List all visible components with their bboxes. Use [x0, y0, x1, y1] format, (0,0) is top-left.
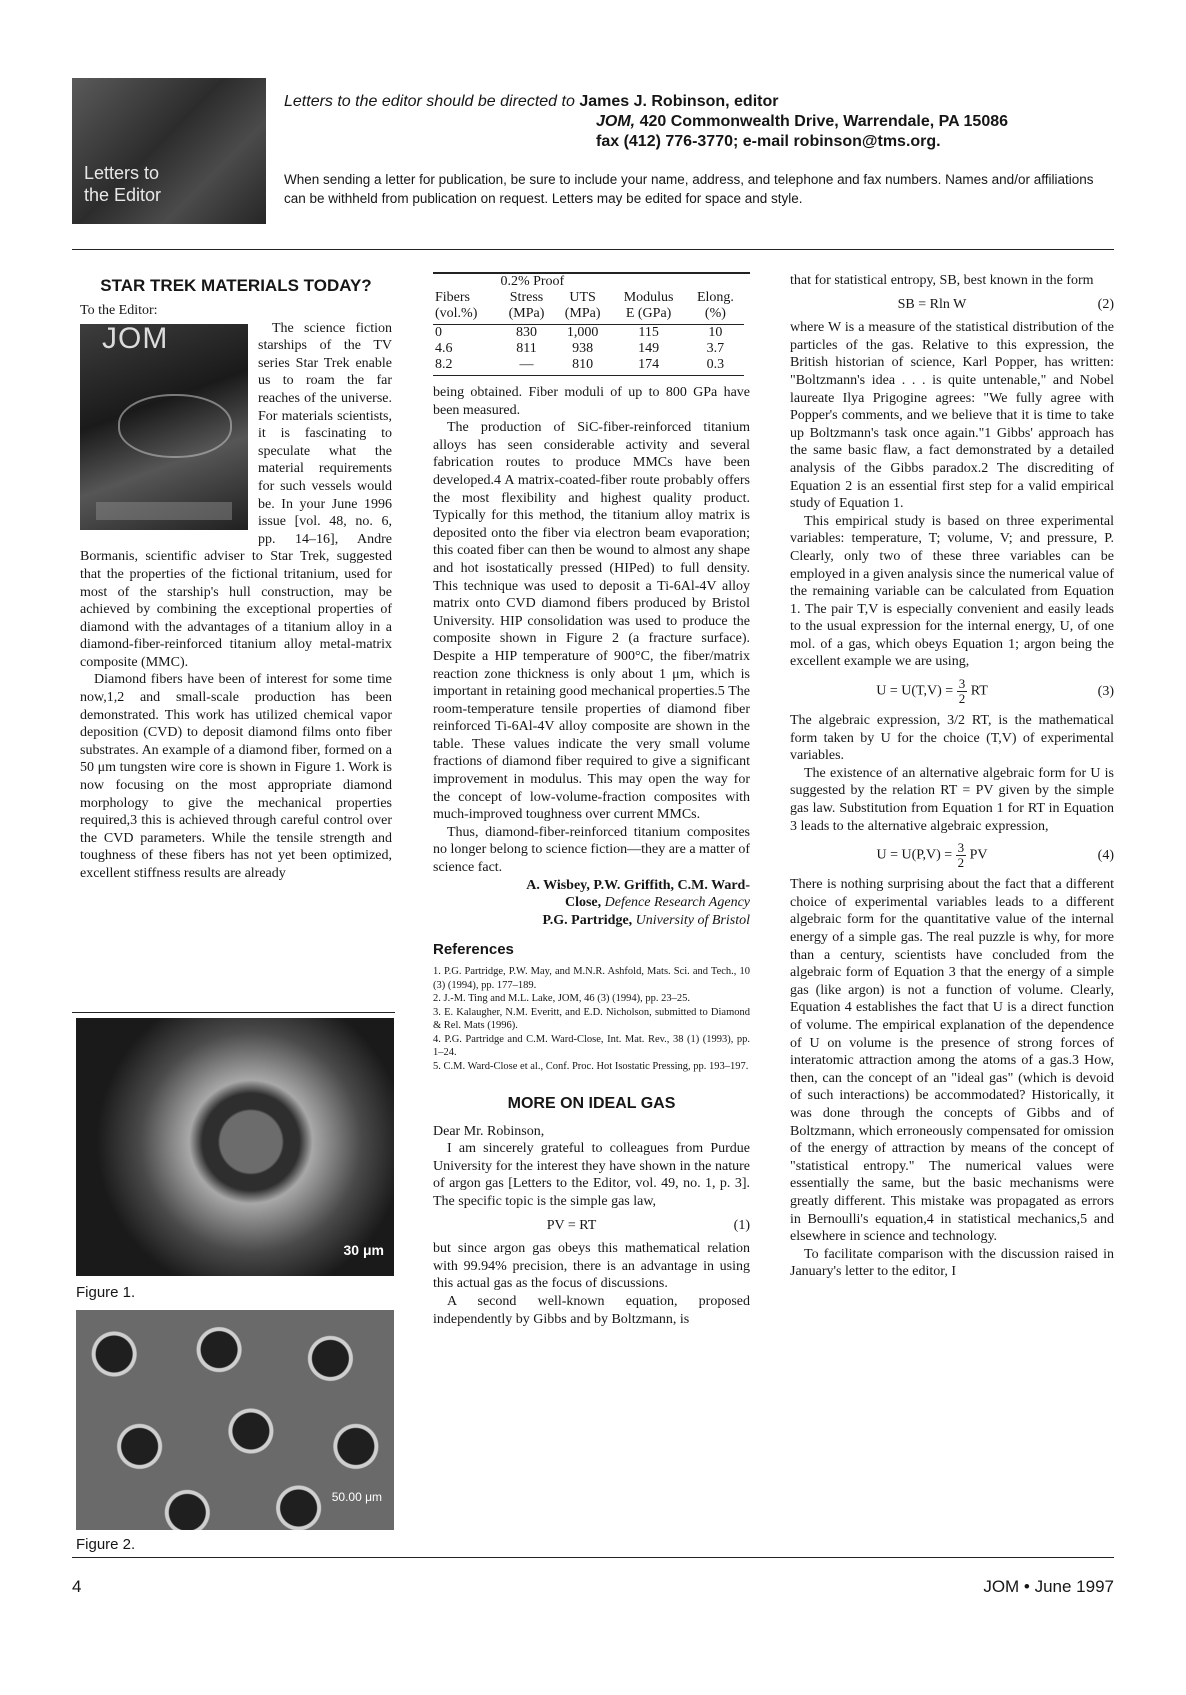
equation-1-expr: PV = RT	[546, 1217, 597, 1233]
properties-table	[433, 272, 750, 376]
jom-cover-image	[80, 321, 248, 530]
letters-header-box	[72, 78, 266, 224]
header-divider	[72, 249, 1114, 250]
equation-4	[790, 841, 1114, 870]
table-cell: —	[498, 357, 554, 376]
article-2-p5: where W is a measure of the statistical distribution of the particles of the gas. Relative to this expression, the British historian of science, Karl Popper, has written: "Boltzmann's idea . . . is quite untenable," and Nobel laureate Ilya Prigogine agrees: "We fully agree with Popper's comments, and we believe that it is time to take up Boltzmann's task once again."1 Gibbs' approach has the same basic flaw, a fact demonstrated by a detailed analysis of the Gibbs paradox.2 The discrediting of Equation 2 is an essential first step for a valid empirical study of Equation 1.	[790, 320, 1114, 512]
reference-item: 2. J.-M. Ting and M.L. Lake, JOM, 46 (3) (1994), pp. 23–25.	[433, 993, 690, 1004]
column-2	[433, 272, 750, 1328]
box-title-line1: Letters to	[84, 163, 160, 183]
editor-address	[284, 112, 1114, 132]
figure-1-image	[76, 1018, 394, 1276]
article-1-p4: The production of SiC-fiber-reinforced titanium alloys has seen considerable activity and several fabrication routes to produce MMCs have been developed.4 A matrix-coated-fiber route probably offers the most flexibility and highest quality product. Typically for this method, the titanium alloy matrix is deposited onto the fiber via electron beam evaporation; this coated fiber can then be wound to almost any shape and hot isostatically pressed (HIPed) to full density. This technique was used to deposit a Ti-6Al-4V alloy matrix onto CVD diamond fibers produced by Bristol University. HIP consolidation was used to produce the composite shown in Figure 2 (a fracture surface). Despite a HIP temperature of 900°C, the fiber/matrix reaction zone thickness is only about 1 μm, which is important in retaining good mechanical properties.5 The room-temperature tensile properties of diamond fiber reinforced Ti-6Al-4V alloy composite are shown in the table. These values indicate the very small volume fractions of diamond fiber required to give a significant improvement in modulus. This may open the way for the concept of low-volume-fraction composites with much-improved toughness over current MMCs.	[433, 420, 750, 823]
article-2-p4: that for statistical entropy, SB, best known in the form	[790, 273, 1094, 288]
table-col-header: Fibers	[435, 290, 470, 305]
article-1-paragraph	[80, 320, 392, 672]
address-rest: 420 Commonwealth Drive, Warrendale, PA 15086	[635, 113, 1009, 130]
equation-3-fraction	[957, 677, 968, 706]
table-header-spacer	[744, 273, 750, 290]
equation-4-right: PV	[969, 847, 988, 863]
equation-2-number: (2)	[1097, 296, 1114, 312]
table-header-spacer	[611, 273, 687, 290]
article-1-signature-2	[433, 894, 750, 912]
table-col-header: Modulus	[623, 290, 674, 305]
table-cell: 0.3	[687, 357, 745, 376]
article-1-p1: The science fiction starships of the TV series Star Trek enable us to roam the far reaches of the universe. For materials scientists, it is fascinating to speculate what the material requirements for such vessels would be. In your June 1996 issue [vol. 48, no. 6, pp. 14–16], Andre Bormanis, scientific adviser to Star Trek, suggested that the properties of the fictional tritanium, used for most of the starship's hull construction, may be achieved by combining the exceptional properties of diamond with the advantages of a titanium alloy in a diamond-fiber-reinforced titanium alloy metal-matrix composite (MMC).	[80, 320, 392, 670]
table-row	[433, 341, 750, 357]
editor-name: James J. Robinson, editor	[579, 93, 779, 110]
equation-3-left: U = U(T,V) =	[876, 683, 954, 699]
signature-affiliation: University of Bristol	[635, 912, 750, 928]
table-col-unit: (%)	[687, 306, 745, 325]
editor-contact-line: fax (412) 776-3770; e-mail robinson@tms.org.	[596, 133, 941, 150]
submission-note: When sending a letter for publication, be sure to include your name, address, and telephone and fax numbers. Names and/or affiliations can be withheld from publication on request. Letters may be edited for space and style.	[284, 172, 1094, 206]
reference-item: 3. E. Kalaugher, N.M. Everitt, and E.D. Nicholson, submitted to Diamond & Rel. Mats (1996).	[433, 1006, 750, 1031]
references-title: References	[433, 941, 514, 959]
article-2-salutation: Dear Mr. Robinson,	[433, 1123, 545, 1139]
column-3	[790, 272, 1114, 1281]
table-cell: 10	[708, 325, 723, 340]
article-1-title: STAR TREK MATERIALS TODAY?	[100, 276, 372, 295]
figure-1-scale: 30 μm	[343, 1242, 384, 1258]
table-cell: 1,000	[566, 325, 599, 340]
table-header-spacer	[687, 273, 745, 290]
figure-1-caption: Figure 1.	[76, 1284, 136, 1301]
equation-2	[790, 296, 1114, 314]
article-1-salutation: To the Editor:	[80, 303, 158, 318]
table-col-header: Stress	[509, 290, 544, 305]
article-2-p1: I am sincerely grateful to colleagues from Purdue University for the interest they have shown in the nature of argon gas [Letters to the Editor, vol. 49, no. 1, p. 3]. The specific topic is the simple gas law,	[433, 1141, 750, 1209]
fraction-denominator: 2	[958, 691, 966, 707]
fraction-numerator: 3	[957, 840, 965, 856]
equation-4-fraction	[956, 841, 967, 870]
table-cell: 938	[572, 341, 594, 356]
article-2-p10: To facilitate comparison with the discussion raised in January's letter to the editor, I	[790, 1246, 1114, 1280]
figure-divider	[72, 1012, 395, 1013]
header-box-title	[84, 162, 161, 206]
address-journal: JOM,	[596, 113, 636, 130]
fraction-denominator: 2	[957, 855, 965, 871]
equation-1	[433, 1217, 750, 1235]
reference-item: 5. C.M. Ward-Close et al., Conf. Proc. Hot Isostatic Pressing, pp. 193–197.	[433, 1060, 749, 1072]
equation-3-right: RT	[970, 683, 988, 699]
references-list	[433, 965, 750, 1073]
equation-1-number: (1)	[733, 1217, 750, 1233]
article-2-title: MORE ON IDEAL GAS	[507, 1095, 676, 1112]
article-2-p8: The existence of an alternative algebraic form for U is suggested by the relation RT = PV given by the simple gas law. Substitution from Equation 1 for RT in Equation 3 leads to the alternative algebraic expression,	[790, 765, 1114, 834]
equation-4-number: (4)	[1097, 847, 1114, 863]
equation-3	[790, 677, 1114, 706]
article-2-p2: but since argon gas obeys this mathematical relation with 99.94% precision, there is an advantage in using this actual gas as the focus of discussions.	[433, 1241, 750, 1292]
equation-2-expr: SB = Rln W	[897, 296, 967, 312]
article-2-p6: This empirical study is based on three experimental variables: temperature, T; volume, V; and pressure, P. Clearly, only two of these three variables can be employed in a given analysis since the numerical value of the remaining variable can be calculated from Equation 1. The pair T,V is especially convenient and easily leads to the usual expression for the internal energy, U, of one mol. of a gas, which obeys Equation 1; argon being the excellent example we are using,	[790, 513, 1114, 670]
fraction-numerator: 3	[958, 676, 966, 692]
article-1-p2: Diamond fibers have been of interest for some time now,1,2 and small-scale production has been demonstrated. This work has utilized chemical vapor deposition (CVD) to deposit diamond films onto fiber substrates. An example of a diamond fiber, formed on a 50 μm tungsten wire core is shown in Figure 1. Work is now focusing on the most appropriate diamond morphology to give the mechanical properties required,3 this is achieved through careful control over the CVD parameters. While the tensile strength and toughness of these fibers has not yet been optimized, excellent stiffness results are already	[80, 672, 392, 881]
article-2-p7: The algebraic expression, 3/2 RT, is the mathematical form taken by U for the choice (T,V) of experimental variables.	[790, 713, 1114, 764]
figure-2-scale: 50.00 μm	[331, 1490, 382, 1504]
equation-4-expr	[790, 841, 1074, 870]
table-col-unit: E (GPa)	[611, 306, 687, 325]
editor-contact	[284, 92, 1114, 152]
article-1-p5: Thus, diamond-fiber-reinforced titanium composites no longer belong to science fiction—they are a matter of science fact.	[433, 824, 750, 876]
article-1-signature-1	[433, 877, 750, 895]
reference-item: 4. P.G. Partridge and C.M. Ward-Close, Int. Mat. Rev., 38 (1) (1993), pp. 1–24.	[433, 1033, 750, 1058]
table-cell: 4.6	[435, 341, 453, 356]
table-row	[433, 357, 750, 376]
equation-3-expr	[790, 677, 1074, 706]
signature-affiliation: Defence Research Agency	[604, 895, 750, 911]
contact-intro: Letters to the editor should be directed to	[284, 93, 575, 110]
table-cell: 830	[515, 325, 537, 340]
signature-authors: A. Wisbey, P.W. Griffith, C.M. Ward-	[526, 877, 750, 893]
article-2-p9: There is nothing surprising about the fact that a different choice of experimental variables leads to a different algebraic form for the quantitative value of the internal energy of a simple gas. The real puzzle is why, for more than a century, scientists have concluded from the algebraic form of Equation 3 that the energy of a simple gas (like argon) is not a function of volume. Clearly, Equation 4 establishes the fact that U is a direct function of volume. The empirical explanation of the dependence of U on volume is the presence of strong forces of interatomic attraction among the atoms of a gas.3 How, then, can the concept of an "ideal gas" (which is devoid of such interactions) be accommodated? Historically, it was done through the concepts of Gibbs and of Boltzmann, which erroneously compensated for omission of the energy of attraction by means of the concept of "statistical entropy." The numerical values were essentially the same, but the basic mechanisms were greatly different. This mistake was propagated as errors in Bernoulli's equation,4 in statistical mechanics,5 and elsewhere in science and technology.	[790, 877, 1114, 1245]
table-cell: 811	[516, 341, 537, 356]
cover-strip	[96, 502, 232, 520]
equation-4-left: U = U(P,V) =	[876, 847, 953, 863]
table-row	[433, 325, 750, 342]
table-cell: 3.7	[706, 341, 725, 356]
article-1-signature-3	[433, 912, 750, 930]
journal-footer: JOM • June 1997	[983, 1577, 1114, 1596]
article-1-p3: being obtained. Fiber moduli of up to 800 GPa have been measured.	[433, 385, 750, 418]
table-col-header: UTS	[569, 290, 596, 305]
table-cell: 810	[555, 357, 611, 376]
table-header-spacer	[433, 273, 498, 290]
jom-logo: JOM	[102, 321, 169, 355]
table-cell: 149	[638, 341, 660, 356]
table-col-unit: (vol.%)	[433, 306, 498, 325]
figure-2-caption: Figure 2.	[76, 1536, 136, 1553]
equation-3-number: (3)	[1097, 683, 1114, 699]
reference-item: 1. P.G. Partridge, P.W. May, and M.N.R. Ashfold, Mats. Sci. and Tech., 10 (3) (1994), pp. 177–189.	[433, 966, 750, 991]
table-col-unit: (MPa)	[498, 306, 554, 325]
column-1	[80, 276, 392, 883]
starship-illustration	[118, 394, 232, 458]
box-title-line2: the Editor	[84, 185, 162, 205]
table-cell: 8.2	[433, 357, 498, 376]
footer-divider	[72, 1557, 1114, 1558]
table-header-proof: 0.2% Proof	[500, 274, 565, 289]
page-number: 4	[72, 1577, 82, 1596]
table-cell: 174	[611, 357, 687, 376]
signature-name: Close,	[564, 895, 602, 911]
article-2-p3: A second well-known equation, proposed independently by Gibbs and by Boltzmann, is	[433, 1293, 750, 1327]
figure-2-image	[76, 1310, 394, 1530]
table-cell: 0	[435, 325, 442, 340]
table-col-header: Elong.	[696, 290, 734, 305]
table-cell: 115	[638, 325, 659, 340]
table-col-unit: (MPa)	[555, 306, 611, 325]
signature-name: P.G. Partridge,	[542, 912, 633, 928]
